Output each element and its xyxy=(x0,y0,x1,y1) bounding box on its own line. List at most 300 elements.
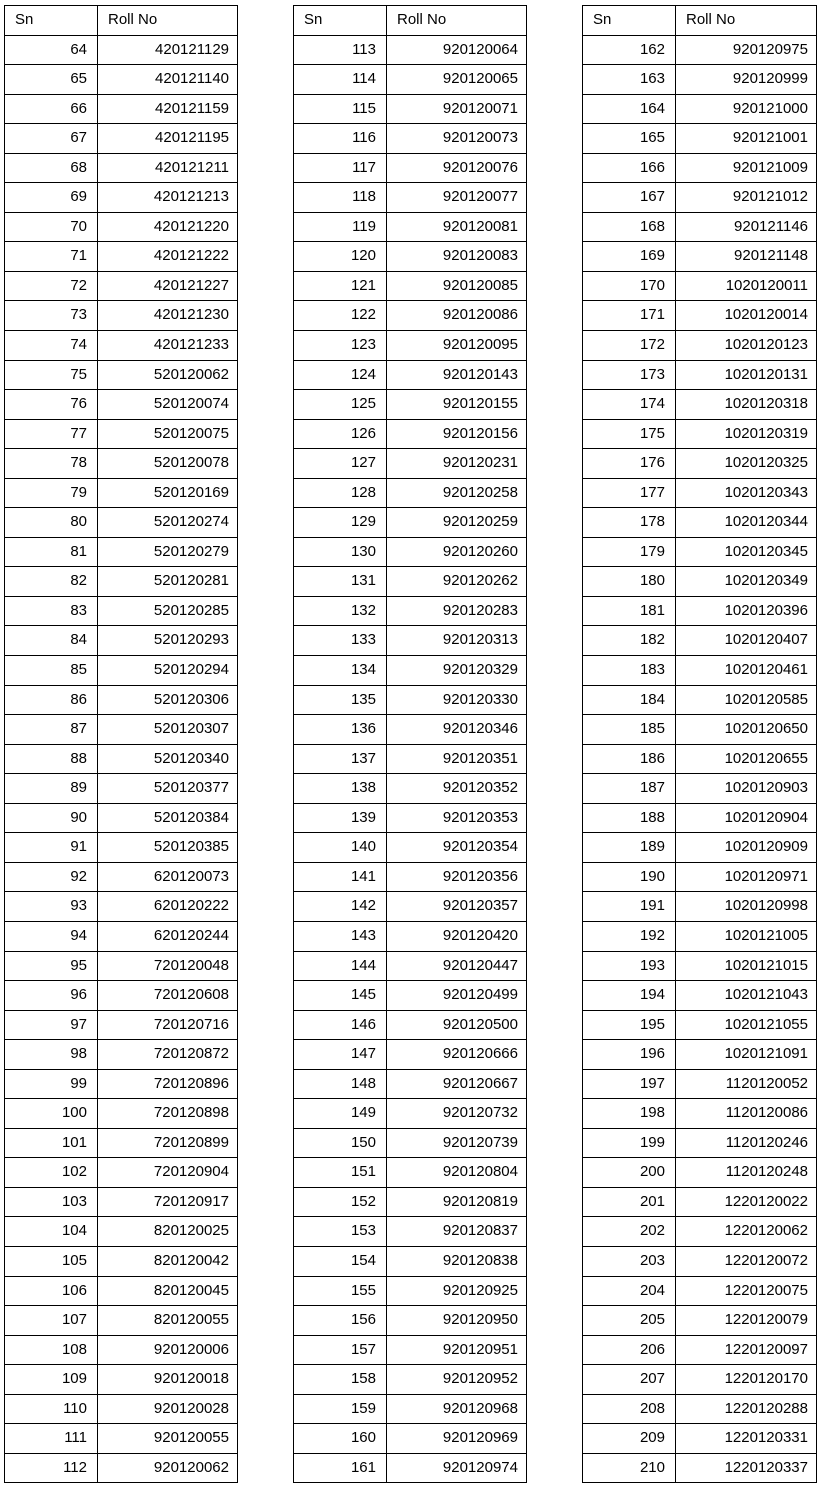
roll-no-cell: 920120073 xyxy=(387,124,527,154)
sn-cell: 108 xyxy=(5,1335,98,1365)
table-row xyxy=(5,596,238,626)
roll-no-cell: 920120739 xyxy=(387,1128,527,1158)
roll-no-cell: 420121213 xyxy=(98,183,238,213)
roll-no-cell: 520120078 xyxy=(98,449,238,479)
sn-cell: 205 xyxy=(583,1306,676,1336)
table-row xyxy=(294,951,527,981)
header-roll-no: Roll No xyxy=(676,6,817,36)
roll-no-cell: 920120083 xyxy=(387,242,527,272)
roll-no-cell: 420121211 xyxy=(98,153,238,183)
sn-cell: 121 xyxy=(294,271,387,301)
table-row xyxy=(294,331,527,361)
sn-cell: 145 xyxy=(294,981,387,1011)
sn-cell: 81 xyxy=(5,537,98,567)
sn-cell: 182 xyxy=(583,626,676,656)
sn-cell: 169 xyxy=(583,242,676,272)
sn-cell: 126 xyxy=(294,419,387,449)
table-row xyxy=(583,892,817,922)
table-row xyxy=(583,1099,817,1129)
sn-cell: 79 xyxy=(5,478,98,508)
table-row xyxy=(294,1217,527,1247)
table-row xyxy=(5,862,238,892)
roll-no-cell: 520120281 xyxy=(98,567,238,597)
table-row xyxy=(5,35,238,65)
roll-no-cell: 920120952 xyxy=(387,1365,527,1395)
roll-no-cell: 1220120022 xyxy=(676,1187,817,1217)
sn-cell: 149 xyxy=(294,1099,387,1129)
table-row xyxy=(294,1099,527,1129)
table-row xyxy=(583,862,817,892)
sn-cell: 103 xyxy=(5,1187,98,1217)
sn-cell: 73 xyxy=(5,301,98,331)
sn-cell: 208 xyxy=(583,1394,676,1424)
sn-cell: 120 xyxy=(294,242,387,272)
roll-no-cell: 520120074 xyxy=(98,390,238,420)
roll-no-cell: 1020120014 xyxy=(676,301,817,331)
table-row xyxy=(5,685,238,715)
roll-no-cell: 520120294 xyxy=(98,656,238,686)
roll-no-cell: 420121233 xyxy=(98,331,238,361)
roll-no-cell: 1120120052 xyxy=(676,1069,817,1099)
table-row xyxy=(5,892,238,922)
table-row xyxy=(583,153,817,183)
sn-cell: 122 xyxy=(294,301,387,331)
table-row xyxy=(5,1158,238,1188)
roll-no-cell: 1020120325 xyxy=(676,449,817,479)
sn-cell: 129 xyxy=(294,508,387,538)
sn-cell: 68 xyxy=(5,153,98,183)
roll-no-cell: 920120447 xyxy=(387,951,527,981)
roll-no-cell: 920120055 xyxy=(98,1424,238,1454)
sn-cell: 150 xyxy=(294,1128,387,1158)
table-row xyxy=(294,1128,527,1158)
roll-no-cell: 920120028 xyxy=(98,1394,238,1424)
roll-no-cell: 920120077 xyxy=(387,183,527,213)
table-row xyxy=(294,1158,527,1188)
sn-cell: 207 xyxy=(583,1365,676,1395)
table-row xyxy=(583,301,817,331)
table-row xyxy=(583,567,817,597)
table-row xyxy=(583,478,817,508)
table-row xyxy=(5,921,238,951)
sn-cell: 112 xyxy=(5,1453,98,1483)
roll-no-cell: 720120896 xyxy=(98,1069,238,1099)
table-row xyxy=(294,892,527,922)
sn-cell: 84 xyxy=(5,626,98,656)
roll-no-cell: 1220120072 xyxy=(676,1246,817,1276)
sn-cell: 204 xyxy=(583,1276,676,1306)
roll-no-cell: 920120143 xyxy=(387,360,527,390)
table-row xyxy=(583,744,817,774)
header-sn: Sn xyxy=(5,6,98,36)
sn-cell: 189 xyxy=(583,833,676,863)
roll-no-cell: 420121222 xyxy=(98,242,238,272)
roll-no-cell: 920120732 xyxy=(387,1099,527,1129)
roll-no-cell: 1220120288 xyxy=(676,1394,817,1424)
table-row xyxy=(583,212,817,242)
table-row xyxy=(294,537,527,567)
roll-no-cell: 420121159 xyxy=(98,94,238,124)
sn-cell: 159 xyxy=(294,1394,387,1424)
sn-cell: 183 xyxy=(583,656,676,686)
table-row xyxy=(294,301,527,331)
roll-no-cell: 1020120909 xyxy=(676,833,817,863)
roll-no-cell: 520120377 xyxy=(98,774,238,804)
table-row xyxy=(5,537,238,567)
sn-cell: 80 xyxy=(5,508,98,538)
sn-cell: 197 xyxy=(583,1069,676,1099)
sn-cell: 98 xyxy=(5,1040,98,1070)
roll-no-cell: 520120285 xyxy=(98,596,238,626)
sn-cell: 119 xyxy=(294,212,387,242)
roll-no-cell: 720120716 xyxy=(98,1010,238,1040)
sn-cell: 87 xyxy=(5,715,98,745)
roll-no-cell: 1020121055 xyxy=(676,1010,817,1040)
sn-cell: 162 xyxy=(583,35,676,65)
table-row xyxy=(294,567,527,597)
table-row xyxy=(294,390,527,420)
roll-no-cell: 520120274 xyxy=(98,508,238,538)
table-row xyxy=(583,449,817,479)
roll-no-cell: 920120081 xyxy=(387,212,527,242)
table-row xyxy=(583,1217,817,1247)
table-row xyxy=(5,656,238,686)
roll-no-cell: 420121230 xyxy=(98,301,238,331)
roll-no-cell: 920120330 xyxy=(387,685,527,715)
roll-no-cell: 820120045 xyxy=(98,1276,238,1306)
roll-no-cell: 920120231 xyxy=(387,449,527,479)
roll-no-cell: 920120666 xyxy=(387,1040,527,1070)
table-row xyxy=(583,419,817,449)
roll-no-cell: 920120065 xyxy=(387,65,527,95)
sn-cell: 158 xyxy=(294,1365,387,1395)
sn-cell: 101 xyxy=(5,1128,98,1158)
table-row xyxy=(5,1128,238,1158)
table-row xyxy=(5,65,238,95)
sn-cell: 142 xyxy=(294,892,387,922)
roll-no-cell: 920120951 xyxy=(387,1335,527,1365)
table-row xyxy=(5,1217,238,1247)
table-row xyxy=(583,685,817,715)
sn-cell: 124 xyxy=(294,360,387,390)
table-row xyxy=(294,862,527,892)
roll-no-cell: 1220120170 xyxy=(676,1365,817,1395)
table-row xyxy=(294,774,527,804)
table-row xyxy=(583,271,817,301)
sn-cell: 147 xyxy=(294,1040,387,1070)
sn-cell: 99 xyxy=(5,1069,98,1099)
roll-no-cell: 620120073 xyxy=(98,862,238,892)
table-row xyxy=(5,1010,238,1040)
table-row xyxy=(294,242,527,272)
table-row xyxy=(5,478,238,508)
table-row xyxy=(583,1424,817,1454)
roll-no-cell: 1020120396 xyxy=(676,596,817,626)
sn-cell: 140 xyxy=(294,833,387,863)
sn-cell: 117 xyxy=(294,153,387,183)
table-row xyxy=(294,803,527,833)
table-row xyxy=(5,212,238,242)
roll-no-cell: 920120313 xyxy=(387,626,527,656)
table-row xyxy=(294,360,527,390)
table-row xyxy=(583,183,817,213)
roll-no-cell: 1120120248 xyxy=(676,1158,817,1188)
table-row xyxy=(583,921,817,951)
sn-cell: 65 xyxy=(5,65,98,95)
roll-table-3 xyxy=(582,5,817,1483)
table-row xyxy=(583,1306,817,1336)
roll-no-cell: 920120346 xyxy=(387,715,527,745)
table-row xyxy=(583,360,817,390)
roll-no-cell: 1020120343 xyxy=(676,478,817,508)
sn-cell: 170 xyxy=(583,271,676,301)
sn-cell: 160 xyxy=(294,1424,387,1454)
table-row xyxy=(294,1246,527,1276)
roll-no-cell: 720120899 xyxy=(98,1128,238,1158)
roll-no-cell: 1020120904 xyxy=(676,803,817,833)
sn-cell: 156 xyxy=(294,1306,387,1336)
table-row xyxy=(294,833,527,863)
header-sn: Sn xyxy=(583,6,676,36)
sn-cell: 196 xyxy=(583,1040,676,1070)
sn-cell: 198 xyxy=(583,1099,676,1129)
sn-cell: 88 xyxy=(5,744,98,774)
sn-cell: 201 xyxy=(583,1187,676,1217)
sn-cell: 168 xyxy=(583,212,676,242)
sn-cell: 203 xyxy=(583,1246,676,1276)
roll-no-cell: 1020120998 xyxy=(676,892,817,922)
table-row xyxy=(5,1246,238,1276)
table-row xyxy=(5,419,238,449)
sn-cell: 130 xyxy=(294,537,387,567)
roll-no-cell: 1020120318 xyxy=(676,390,817,420)
table-row xyxy=(583,390,817,420)
table-row xyxy=(5,1335,238,1365)
sn-cell: 76 xyxy=(5,390,98,420)
table-row xyxy=(294,212,527,242)
roll-no-cell: 1020120655 xyxy=(676,744,817,774)
roll-no-cell: 920120351 xyxy=(387,744,527,774)
table-row xyxy=(5,1187,238,1217)
roll-no-cell: 720120872 xyxy=(98,1040,238,1070)
sn-cell: 139 xyxy=(294,803,387,833)
table-row xyxy=(5,508,238,538)
sn-cell: 94 xyxy=(5,921,98,951)
roll-no-cell: 920120076 xyxy=(387,153,527,183)
sn-cell: 107 xyxy=(5,1306,98,1336)
sn-cell: 190 xyxy=(583,862,676,892)
roll-no-cell: 1020121091 xyxy=(676,1040,817,1070)
roll-no-cell: 920120974 xyxy=(387,1453,527,1483)
roll-no-cell: 920120499 xyxy=(387,981,527,1011)
table-row xyxy=(583,1010,817,1040)
sn-cell: 209 xyxy=(583,1424,676,1454)
sn-cell: 194 xyxy=(583,981,676,1011)
table-row xyxy=(5,1099,238,1129)
table-row xyxy=(5,183,238,213)
sn-cell: 123 xyxy=(294,331,387,361)
roll-no-cell: 920121009 xyxy=(676,153,817,183)
roll-no-cell: 920121001 xyxy=(676,124,817,154)
table-row xyxy=(294,1276,527,1306)
table-row xyxy=(583,951,817,981)
table-row xyxy=(583,1040,817,1070)
sn-cell: 165 xyxy=(583,124,676,154)
roll-no-cell: 420121227 xyxy=(98,271,238,301)
sn-cell: 109 xyxy=(5,1365,98,1395)
roll-no-cell: 720120048 xyxy=(98,951,238,981)
roll-no-cell: 1220120097 xyxy=(676,1335,817,1365)
table-row xyxy=(583,1394,817,1424)
roll-no-cell: 1220120079 xyxy=(676,1306,817,1336)
roll-no-cell: 820120055 xyxy=(98,1306,238,1336)
sn-cell: 67 xyxy=(5,124,98,154)
table-row xyxy=(294,1306,527,1336)
roll-no-cell: 1020121043 xyxy=(676,981,817,1011)
table-row xyxy=(5,271,238,301)
sn-cell: 135 xyxy=(294,685,387,715)
sn-cell: 91 xyxy=(5,833,98,863)
table-row xyxy=(583,1365,817,1395)
table-row xyxy=(294,1069,527,1099)
sn-cell: 153 xyxy=(294,1217,387,1247)
table-row xyxy=(294,1394,527,1424)
roll-no-cell: 920121000 xyxy=(676,94,817,124)
sn-cell: 200 xyxy=(583,1158,676,1188)
sn-cell: 186 xyxy=(583,744,676,774)
roll-no-cell: 720120904 xyxy=(98,1158,238,1188)
roll-no-cell: 920120352 xyxy=(387,774,527,804)
sn-cell: 92 xyxy=(5,862,98,892)
sn-cell: 166 xyxy=(583,153,676,183)
roll-no-cell: 620120244 xyxy=(98,921,238,951)
table-row xyxy=(294,94,527,124)
table-row xyxy=(294,656,527,686)
table-row xyxy=(5,951,238,981)
sn-cell: 137 xyxy=(294,744,387,774)
sn-cell: 138 xyxy=(294,774,387,804)
roll-no-cell: 420121220 xyxy=(98,212,238,242)
roll-no-cell: 520120384 xyxy=(98,803,238,833)
roll-no-cell: 1020121005 xyxy=(676,921,817,951)
table-row xyxy=(583,1158,817,1188)
roll-no-cell: 420121195 xyxy=(98,124,238,154)
roll-no-cell: 520120279 xyxy=(98,537,238,567)
table-row xyxy=(5,715,238,745)
sn-cell: 177 xyxy=(583,478,676,508)
table-row xyxy=(294,626,527,656)
sn-cell: 95 xyxy=(5,951,98,981)
roll-no-cell: 520120169 xyxy=(98,478,238,508)
header-row xyxy=(294,6,527,36)
roll-no-cell: 920120968 xyxy=(387,1394,527,1424)
table-row xyxy=(583,508,817,538)
sn-cell: 180 xyxy=(583,567,676,597)
table-row xyxy=(5,1453,238,1483)
sn-cell: 77 xyxy=(5,419,98,449)
sn-cell: 93 xyxy=(5,892,98,922)
table-row xyxy=(583,1246,817,1276)
roll-no-cell: 920120500 xyxy=(387,1010,527,1040)
sn-cell: 176 xyxy=(583,449,676,479)
roll-no-cell: 720120917 xyxy=(98,1187,238,1217)
table-row xyxy=(5,94,238,124)
roll-no-cell: 720120898 xyxy=(98,1099,238,1129)
roll-no-cell: 1020120407 xyxy=(676,626,817,656)
roll-no-cell: 1020120319 xyxy=(676,419,817,449)
sn-cell: 152 xyxy=(294,1187,387,1217)
table-row xyxy=(583,981,817,1011)
table-row xyxy=(294,921,527,951)
table-row xyxy=(583,242,817,272)
sn-cell: 161 xyxy=(294,1453,387,1483)
sn-cell: 173 xyxy=(583,360,676,390)
table-row xyxy=(5,124,238,154)
table-row xyxy=(294,685,527,715)
sn-cell: 187 xyxy=(583,774,676,804)
roll-no-cell: 920120064 xyxy=(387,35,527,65)
roll-table-1 xyxy=(4,5,238,1483)
table-row xyxy=(294,1187,527,1217)
table-row xyxy=(583,833,817,863)
sn-cell: 75 xyxy=(5,360,98,390)
table-row xyxy=(583,1335,817,1365)
sn-cell: 102 xyxy=(5,1158,98,1188)
sn-cell: 163 xyxy=(583,65,676,95)
roll-no-cell: 920120095 xyxy=(387,331,527,361)
roll-no-cell: 920120156 xyxy=(387,419,527,449)
table-row xyxy=(294,419,527,449)
table-row xyxy=(294,596,527,626)
sn-cell: 85 xyxy=(5,656,98,686)
roll-no-cell: 920120837 xyxy=(387,1217,527,1247)
roll-no-cell: 1220120062 xyxy=(676,1217,817,1247)
sn-cell: 193 xyxy=(583,951,676,981)
sn-cell: 127 xyxy=(294,449,387,479)
roll-no-cell: 1020121015 xyxy=(676,951,817,981)
sn-cell: 116 xyxy=(294,124,387,154)
sn-cell: 90 xyxy=(5,803,98,833)
roll-no-cell: 920120354 xyxy=(387,833,527,863)
roll-no-cell: 920121146 xyxy=(676,212,817,242)
sn-cell: 83 xyxy=(5,596,98,626)
table-row xyxy=(583,537,817,567)
roll-table-2 xyxy=(293,5,527,1483)
roll-no-cell: 920120283 xyxy=(387,596,527,626)
sn-cell: 70 xyxy=(5,212,98,242)
roll-no-cell: 920120155 xyxy=(387,390,527,420)
sn-cell: 164 xyxy=(583,94,676,124)
sn-cell: 178 xyxy=(583,508,676,538)
sn-cell: 157 xyxy=(294,1335,387,1365)
sn-cell: 155 xyxy=(294,1276,387,1306)
sn-cell: 202 xyxy=(583,1217,676,1247)
table-row xyxy=(294,1424,527,1454)
sn-cell: 154 xyxy=(294,1246,387,1276)
roll-no-cell: 920120838 xyxy=(387,1246,527,1276)
table-row xyxy=(5,331,238,361)
table-row xyxy=(5,1276,238,1306)
table-row xyxy=(5,242,238,272)
table-row xyxy=(583,1453,817,1483)
table-row xyxy=(583,94,817,124)
roll-no-cell: 520120293 xyxy=(98,626,238,656)
roll-no-cell: 920120950 xyxy=(387,1306,527,1336)
table-row xyxy=(5,1394,238,1424)
sn-cell: 110 xyxy=(5,1394,98,1424)
header-row xyxy=(583,6,817,36)
table-row xyxy=(294,124,527,154)
